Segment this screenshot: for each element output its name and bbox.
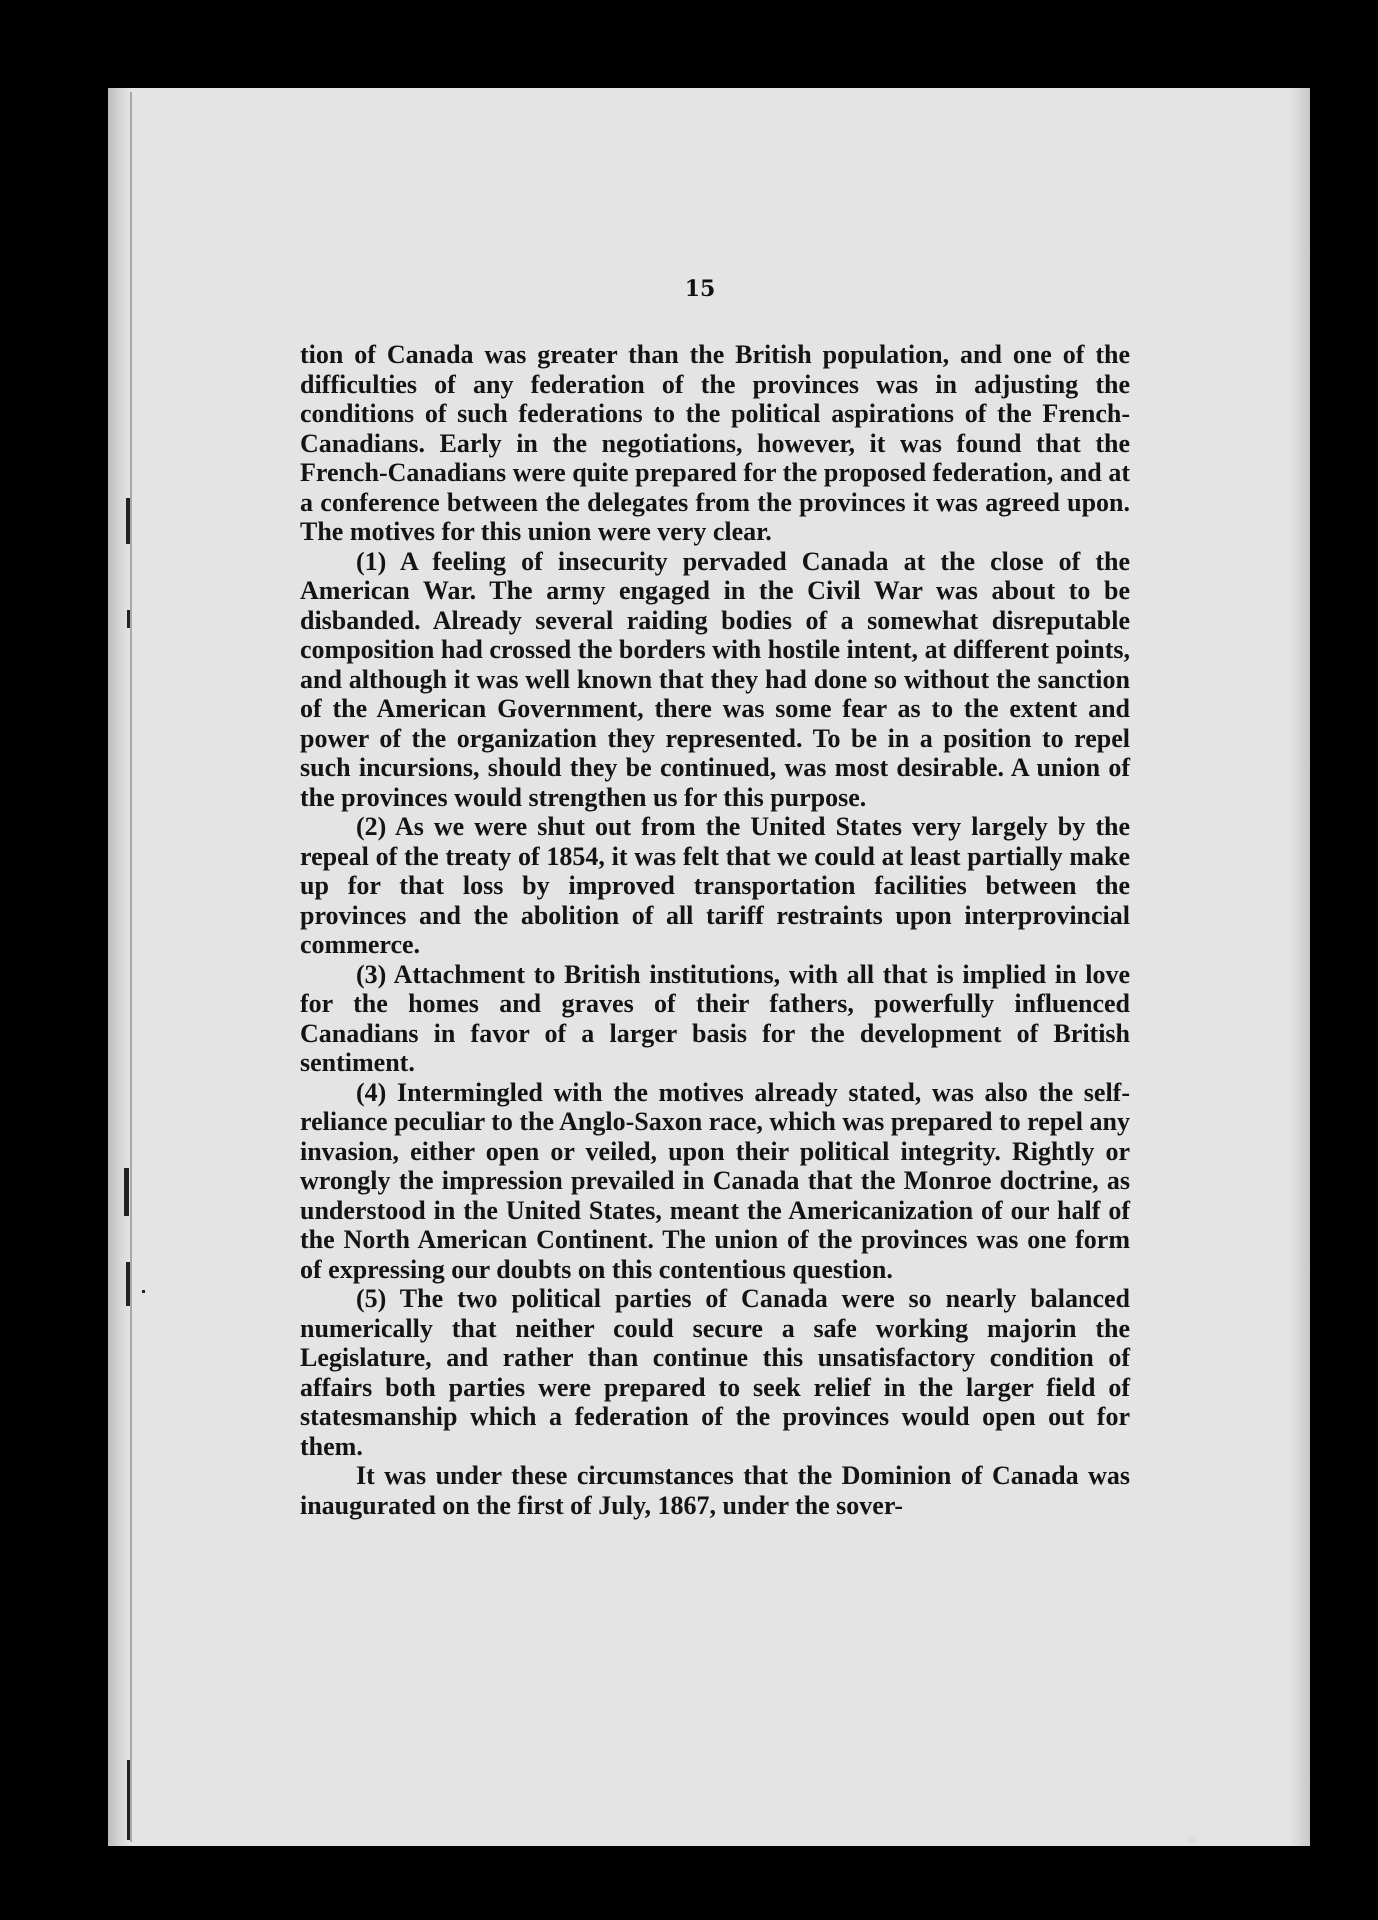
paragraph: (2) As we were shut out from the United States very largely by the repeal of the treaty of 1854, it was felt that we could at least partially make up for that loss by improved transportation facilities between the provinces and the abolition of all tariff restraints upon interprovincial commerce.	[300, 812, 1130, 959]
binding-mark	[142, 1290, 145, 1293]
page-right-edge	[1290, 88, 1310, 1846]
binding-mark	[127, 610, 130, 628]
paragraph: (4) Intermingled with the motives already stated, was also the self-reliance peculiar to the Anglo-Saxon race, which was prepared to repel any invasion, either open or veiled, upon their political integrity. Rightly or wrongly the impression prevailed in Canada that the Monroe doctrine, as understood in the United States, meant the Americanization of our half of the North American Continent. The union of the provinces was one form of expressing our doubts on this contentious question.	[300, 1077, 1130, 1284]
page-number: 15	[684, 276, 716, 302]
scan-speck	[1188, 1836, 1196, 1844]
binding-mark	[127, 1760, 130, 1840]
paragraph: (3) Attachment to British institutions, with all that is implied in love for the homes and graves of their fathers, powerfully influenced Canadians in favor of a larger basis for the development of British sentiment.	[300, 959, 1130, 1077]
paragraph: tion of Canada was greater than the British population, and one of the difficulties of any federation of the provinces was in adjusting the conditions of such federations to the political aspirations of the French-Canadians. Early in the negotiations, however, it was found that the French-Canadians were quite prepared for the proposed federation, and at a conference between the delegates from the provinces it was agreed upon. The motives for this union were very clear.	[300, 340, 1130, 546]
gutter-line	[130, 92, 132, 1842]
paragraph: It was under these circumstances that the Dominion of Canada was inaugurated on the first of July, 1867, under the sover-	[300, 1461, 1130, 1520]
binding-mark	[126, 498, 130, 544]
binding-mark	[124, 1168, 129, 1216]
binding-mark	[126, 1262, 130, 1306]
paragraph: (5) The two political parties of Canada were so nearly balanced numerically that neither could secure a safe working majorin the Legislature, and rather than continue this unsatisfactory condition of affairs both parties were prepared to seek relief in the larger field of statesmanship which a federation of the provinces would open out for them.	[300, 1284, 1130, 1461]
binding-edge	[108, 88, 130, 1846]
body-text	[300, 340, 1130, 1520]
paragraph: (1) A feeling of insecurity pervaded Canada at the close of the American War. The army engaged in the Civil War was about to be disbanded. Already several raiding bodies of a somewhat disreputable composition had crossed the borders with hostile intent, at different points, and although it was well known that they had done so without the sanction of the American Government, there was some fear as to the extent and power of the organization they represented. To be in a position to repel such incursions, should they be continued, was most desirable. A union of the provinces would strengthen us for this purpose.	[300, 546, 1130, 812]
